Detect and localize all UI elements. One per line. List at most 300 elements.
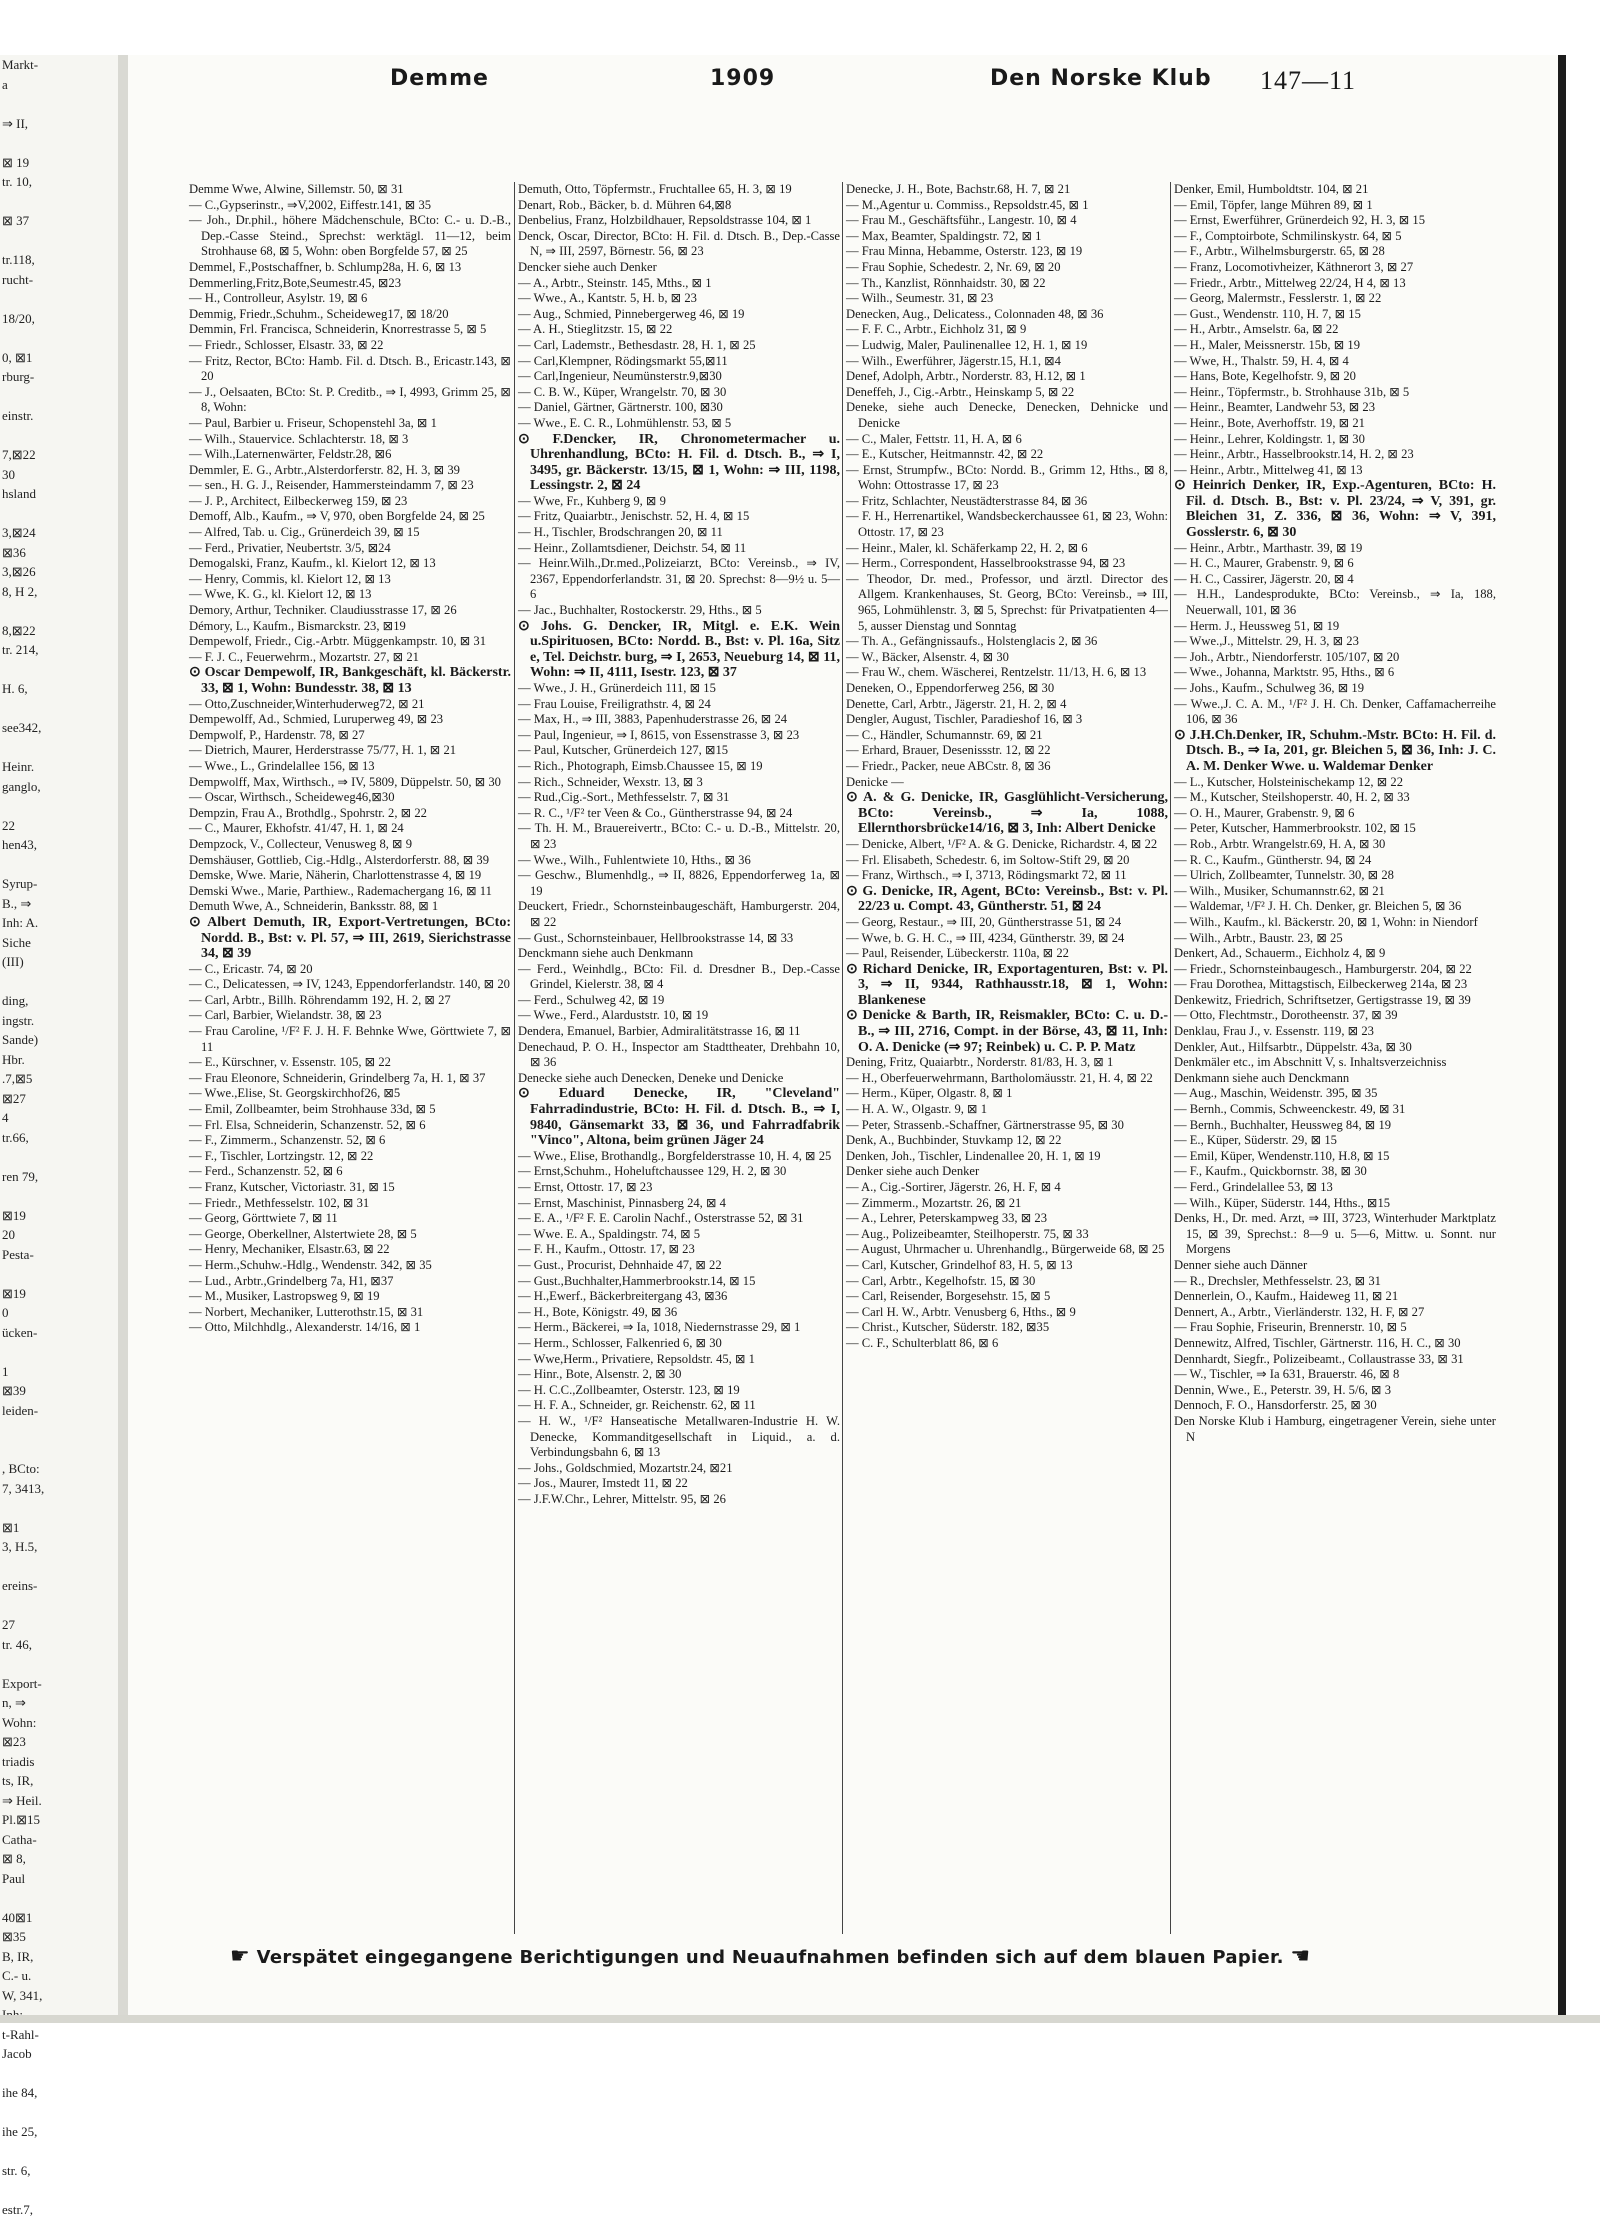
directory-entry: — Carl,Ingenieur, Neumünsterstr.9,⊠30: [518, 369, 722, 384]
directory-entry: Denechaud, P. O. H., Inspector am Stadttheater, Drehbahn 10, ⊠ 36: [518, 1039, 840, 1070]
directory-entry: — Ernst,Schuhm., Hoheluftchaussee 129, H. 2, ⊠ 30: [518, 1164, 787, 1179]
edge-text-line: ganglo,: [2, 778, 41, 794]
directory-entry: — Henry, Mechaniker, Elsastr.63, ⊠ 22: [189, 1242, 390, 1257]
directory-entry: — Friedr., Packer, neue ABCstr. 8, ⊠ 36: [846, 758, 1051, 773]
directory-entry: — Frau Louise, Freiligrathstr. 4, ⊠ 24: [518, 696, 711, 711]
directory-entry: ⊙ Albert Demuth, IR, Export-Vertretungen, BCto: Nordd. B., Bst: v. Pl. 57, ⇒ III, 2619, Sierichstrasse 34, ⊠ 39: [189, 914, 511, 962]
edge-text-line: [0, 1557, 118, 1577]
edge-text-line: [0, 1440, 118, 1460]
directory-entry: Denk, A., Buchbinder, Stuvkamp 12, ⊠ 22: [846, 1133, 1062, 1148]
directory-entry: — H.,Ewerf., Bäckerbreitergang 43, ⊠36: [518, 1289, 728, 1304]
directory-entry: Dennewitz, Alfred, Tischler, Gärtnerstr. 116, H. C., ⊠ 30: [1174, 1335, 1461, 1350]
edge-text-line: (III): [2, 954, 24, 969]
edge-text-line: H. 6,: [2, 681, 28, 696]
directory-entry: — Heinr., Beamter, Landwehr 53, ⊠ 23: [1174, 400, 1376, 415]
directory-entry: — Lud., Arbtr.,Grindelberg 7a, H1, ⊠37: [189, 1273, 394, 1288]
directory-entry: Denken, Joh., Tischler, Lindenallee 20, H. 1, ⊠ 19: [846, 1148, 1101, 1163]
edge-text-line: Siche: [2, 934, 31, 950]
directory-entry: ⊙ A. & G. Denicke, IR, Gasglühlicht-Versicherung, BCto: Vereinsb., ⇒ Ia, 1088, Ellernthorsbrücke14/16, ⊠ 3, Inh: Albert Denicke: [846, 790, 1168, 837]
directory-entry: — Franz, Wirthsch., ⇒ I, 3713, Rödingsmarkt 72, ⊠ 11: [846, 868, 1127, 883]
directory-entry: Dempewolf, Friedr., Cig.-Arbtr. Müggenkampstr. 10, ⊠ 31: [189, 634, 487, 649]
edge-text-line: [0, 855, 118, 875]
directory-entry: — R. C., Kaufm., Güntherstr. 94, ⊠ 24: [1174, 852, 1372, 867]
directory-entry: Demski Wwe., Marie, Parthiew., Rademachergang 16, ⊠ 11: [189, 883, 492, 898]
edge-text-line: Inh: A.: [2, 915, 39, 930]
directory-entry: ⊙ Eduard Denecke, IR, "Cleveland" Fahrradindustrie, BCto: H. Fil. d. Dtsch. B., ⇒ I, 9840, Gänsemarkt 33, ⊠ 36, und Fahrradfabrik "Vinco", Altona, beim grünen Jäger 24: [518, 1086, 840, 1149]
directory-entry: Demogalski, Franz, Kaufm., kl. Kielort 12, ⊠ 13: [189, 556, 436, 571]
directory-entry: — Max, H., ⇒ III, 3883, Papenhuderstrasse 26, ⊠ 24: [518, 712, 788, 727]
directory-entry: — Th., Kanzlist, Rönnhaidstr. 30, ⊠ 22: [846, 275, 1046, 290]
directory-entry: — Carl, Barbier, Wielandstr. 38, ⊠ 23: [189, 1008, 382, 1023]
directory-entry: ⊙ G. Denicke, IR, Agent, BCto: Vereinsb., Bst: v. Pl. 22/23 u. Compt. 43, Güntherstr. 51, ⊠ 24: [846, 883, 1168, 915]
edge-text-line: [0, 601, 118, 621]
directory-entry: — E., Kutscher, Heitmannstr. 42, ⊠ 22: [846, 447, 1044, 462]
edge-text-line: [0, 660, 118, 680]
directory-entry: — Frl. Elisabeth, Schedestr. 6, im Soltow-Stift 29, ⊠ 20: [846, 852, 1130, 867]
edge-text-line: [0, 387, 118, 407]
directory-entry: — Georg, Görttwiete 7, ⊠ 11: [189, 1211, 338, 1226]
edge-text-line: ⊠36: [2, 544, 26, 560]
directory-entry: — sen., H. G. J., Reisender, Hammersteindamm 7, ⊠ 23: [189, 478, 474, 493]
directory-entry: — F. H., Herrenartikel, Wandsbeckerchaussee 61, ⊠ 23, Wohn: Ottostr. 17, ⊠ 23: [846, 509, 1168, 540]
edge-text-line: leiden-: [2, 1402, 39, 1418]
edge-text-line: [0, 972, 118, 992]
directory-entry: — Fritz, Schlachter, Neustädterstrasse 84, ⊠ 36: [846, 493, 1088, 508]
directory-entry: — Herm., Correspondent, Hasselbrookstrasse 94, ⊠ 23: [846, 556, 1126, 571]
previous-page-edge: [0, 55, 121, 2217]
directory-entry: — Paul, Barbier u. Friseur, Schopenstehl 3a, ⊠ 1: [189, 415, 437, 430]
directory-entry: Denicke —: [846, 774, 904, 789]
directory-entry: — Th. A., Gefängnissaufs., Holstenglacis 2, ⊠ 36: [846, 634, 1098, 649]
edge-text-line: [0, 2142, 118, 2162]
directory-entry: Deneffeh, J., Cig.-Arbtr., Heinskamp 5, ⊠ 22: [846, 384, 1075, 399]
directory-entry: — Ernst, Ottostr. 17, ⊠ 23: [518, 1180, 653, 1194]
page-bottom-edge: [0, 2015, 1600, 2023]
footer-text: Verspätet eingegangene Berichtigungen und Neuaufnahmen befinden sich auf dem blauen Papier.: [256, 1947, 1284, 1968]
edge-text-line: ereins-: [2, 1578, 38, 1593]
directory-entry: — Joh., Arbtr., Niendorferstr. 105/107, ⊠ 20: [1174, 649, 1400, 664]
directory-entry: Dempewolff, Ad., Schmied, Luruperweg 49, ⊠ 23: [189, 712, 444, 727]
directory-entry: — Carl,Klempner, Rödingsmarkt 55,⊠11: [518, 353, 728, 368]
directory-entry: Denker siehe auch Denker: [846, 1164, 980, 1179]
edge-text-line: Paul: [2, 1870, 26, 1886]
edge-text-line: Pl.⊠15: [2, 1812, 40, 1827]
directory-entry: — Heinr., Töpfermstr., b. Strohhause 31b, ⊠ 5: [1174, 384, 1410, 399]
directory-entry: — Johs., Goldschmied, Mozartstr.24, ⊠21: [518, 1460, 733, 1475]
directory-entry: Deneke, siehe auch Denecke, Denecken, Dehnicke und Denicke: [846, 400, 1168, 430]
directory-entry: — Otto, Milchhdlg., Alexanderstr. 14/16, ⊠ 1: [189, 1320, 421, 1335]
pointing-hand-left-icon: ☛: [230, 1944, 251, 1969]
edge-text-line: [0, 796, 118, 816]
directory-entry: — Ferd., Schulweg 42, ⊠ 19: [518, 992, 665, 1007]
directory-entry: — Norbert, Mechaniker, Lutterothstr.15, ⊠ 31: [189, 1304, 424, 1319]
directory-entry: — Ferd., Weinhdlg., BCto: Fil. d. Dresdner B., Dep.-Casse Grindel, Kielerstr. 38, ⊠ 4: [518, 961, 840, 992]
directory-entry: Dempzin, Frau A., Brothdlg., Spohrstr. 2, ⊠ 22: [189, 805, 427, 820]
directory-entry: — Aug., Schmied, Pinnebergerweg 46, ⊠ 19: [518, 306, 745, 321]
edge-text-line: [0, 2181, 118, 2201]
directory-entry: — Frl. Elsa, Schneiderin, Schanzenstr. 52, ⊠ 6: [189, 1117, 426, 1132]
directory-entry: — Heinr., Bote, Averhoffstr. 19, ⊠ 21: [1174, 415, 1365, 430]
directory-entry: — Wilh., Musiker, Schumannstr.62, ⊠ 21: [1174, 883, 1385, 898]
directory-entry: Dendera, Emanuel, Barbier, Admiralitätstrasse 16, ⊠ 11: [518, 1024, 801, 1039]
directory-entry: — Wwe., L., Grindelallee 156, ⊠ 13: [189, 758, 375, 773]
directory-entry: — Fritz, Quaiarbtr., Jenischstr. 52, H. 4, ⊠ 15: [518, 509, 750, 524]
edge-text-line: ihe 25,: [2, 2124, 38, 2139]
directory-entry: Denkmann siehe auch Denckmann: [1174, 1070, 1350, 1085]
directory-entry: — H. C., Maurer, Grabenstr. 9, ⊠ 6: [1174, 556, 1354, 571]
directory-entry: Dencker siehe auch Denker: [518, 259, 657, 274]
edge-text-line: [0, 504, 118, 524]
directory-entry: — Daniel, Gärtner, Gärtnerstr. 100, ⊠30: [518, 400, 723, 415]
directory-entry: — Paul, Kutscher, Grünerdeich 127, ⊠15: [518, 743, 729, 758]
directory-entry: — Gust.,Buchhalter,Hammerbrookstr.14, ⊠ 15: [518, 1273, 756, 1288]
directory-entry: — M.,Agentur u. Commiss., Repsoldstr.45, ⊠ 1: [846, 197, 1089, 212]
edge-text-line: ihe 84,: [2, 2085, 38, 2100]
directory-entry: — J., Oelsaaten, BCto: St. P. Creditb., ⇒ I, 4993, Grimm 25, ⊠ 8, Wohn:: [189, 384, 511, 415]
edge-text-line: W, 341,: [2, 1987, 43, 2003]
directory-entry: — Rich., Schneider, Wexstr. 13, ⊠ 3: [518, 774, 703, 789]
directory-entry: — Ferd., Schanzenstr. 52, ⊠ 6: [189, 1164, 343, 1179]
directory-entry: — A., Arbtr., Steinstr. 145, Mths., ⊠ 1: [518, 275, 712, 290]
directory-entry: — Heinr., Arbtr., Hasselbrookstr.14, H. 2, ⊠ 23: [1174, 447, 1414, 462]
directory-entry: — E., Küper, Süderstr. 29, ⊠ 15: [1174, 1133, 1337, 1148]
directory-entry: Denecke, J. H., Bote, Bachstr.68, H. 7, ⊠ 21: [846, 182, 1071, 196]
directory-entry: Denbelius, Franz, Holzbildhauer, Repsoldstrasse 104, ⊠ 1: [518, 213, 812, 228]
directory-entry: Dening, Fritz, Quaiarbtr., Norderstr. 81/83, H. 3, ⊠ 1: [846, 1055, 1114, 1070]
edge-text-line: [0, 738, 118, 758]
directory-entry: — Jos., Maurer, Imstedt 11, ⊠ 22: [518, 1476, 688, 1491]
edge-text-line: 0, ⊠1: [2, 349, 33, 365]
column-3: [842, 182, 1168, 1934]
directory-entry: — Heinr., Arbtr., Marthastr. 39, ⊠ 19: [1174, 540, 1363, 555]
directory-entry: — Rich., Photograph, Eimsb.Chaussee 15, ⊠ 19: [518, 758, 763, 773]
edge-text-line: einstr.: [2, 408, 34, 423]
edge-text-line: tr.118,: [2, 252, 35, 267]
edge-text-line: 3,⊠26: [2, 564, 36, 579]
directory-entry: — Heinr., Zollamtsdiener, Deichstr. 54, ⊠ 11: [518, 540, 747, 555]
edge-text-line: [0, 231, 118, 251]
directory-entry: Demmig, Friedr.,Schuhm., Scheideweg17, ⊠ 18/20: [189, 306, 449, 321]
directory-entry: Demmler, E. G., Arbtr.,Alsterdorferstr. 82, H. 3, ⊠ 39: [189, 462, 460, 477]
edge-text-line: 4: [2, 1110, 9, 1125]
directory-entry: Denck, Oscar, Director, BCto: H. Fil. d. Dtsch. B., Dep.-Casse N, ⇒ III, 2597, Börnestr. 56, ⊠ 23: [518, 228, 840, 259]
directory-entry: — M., Musiker, Lastropsweg 9, ⊠ 19: [189, 1289, 380, 1304]
directory-entry: ⊙ Richard Denicke, IR, Exportagenturen, Bst: v. Pl. 3, ⇒ II, 9344, Rathhausstr.18, ⊠ 1, Wohn: Blankenese: [846, 961, 1168, 1008]
edge-text-line: a: [2, 76, 8, 92]
directory-entry: — W., Tischler, ⇒ Ia 631, Brauerstr. 46, ⊠ 8: [1174, 1367, 1400, 1382]
edge-text-line: hen43,: [2, 837, 38, 852]
directory-entry: Denkewitz, Friedrich, Schriftsetzer, Gertigstrasse 19, ⊠ 39: [1174, 992, 1471, 1007]
edge-text-line: n, ⇒: [2, 1695, 26, 1710]
directory-entry: — Ludwig, Maler, Paulinenallee 12, H. 1, ⊠ 19: [846, 337, 1088, 352]
directory-entry: — Carl, Arbtr., Kegelhofstr. 15, ⊠ 30: [846, 1273, 1036, 1288]
directory-entry: — Oscar, Wirthsch., Scheideweg46,⊠30: [189, 790, 395, 805]
directory-entry: — Gust., Procurist, Dehnhaide 47, ⊠ 22: [518, 1257, 722, 1272]
edge-text-line: ⊠19: [2, 1207, 26, 1223]
directory-entry: — Franz, Locomotivheizer, Käthnerort 3, ⊠ 27: [1174, 259, 1414, 274]
edge-text-line: Sande): [2, 1032, 39, 1047]
edge-text-line: [0, 1420, 118, 1440]
directory-entry: Denkler, Aut., Hilfsarbtr., Düppelstr. 43a, ⊠ 30: [1174, 1039, 1412, 1054]
directory-entry: Demuth, Otto, Töpfermstr., Fruchtallee 65, H. 3, ⊠ 19: [518, 182, 792, 196]
edge-text-line: rucht-: [2, 271, 34, 287]
directory-entry: — Geschw., Blumenhdlg., ⇒ II, 8826, Eppendorferweg 1a, ⊠ 19: [518, 868, 840, 898]
directory-entry: — August, Uhrmacher u. Uhrenhandlg., Bürgerweide 68, ⊠ 25: [846, 1242, 1165, 1257]
directory-entry: Deuckert, Friedr., Schornsteinbaugeschäft, Hamburgerstr. 204, ⊠ 22: [518, 899, 840, 929]
edge-text-line: [0, 328, 118, 348]
directory-entry: — Carl, Arbtr., Billh. Röhrendamm 192, H. 2, ⊠ 27: [189, 992, 451, 1007]
directory-entry: — Bernh., Commis, Schweenckestr. 49, ⊠ 31: [1174, 1102, 1406, 1117]
directory-entry: — H., Controlleur, Asylstr. 19, ⊠ 6: [189, 291, 368, 306]
directory-entry: Demory, Arthur, Techniker. Claudiusstrasse 17, ⊠ 26: [189, 603, 457, 618]
directory-entry: Dennhardt, Siegfr., Polizeibeamt., Collaustrasse 33, ⊠ 31: [1174, 1351, 1464, 1366]
directory-entry: — Carl, Lademstr., Bethesdastr. 28, H. 1, ⊠ 25: [518, 337, 756, 352]
directory-entry: — F., Tischler, Lortzingstr. 12, ⊠ 22: [189, 1148, 374, 1163]
edge-text-line: 18/20,: [2, 310, 35, 326]
directory-entry: — F. F. C., Arbtr., Eichholz 31, ⊠ 9: [846, 322, 1027, 337]
edge-text-line: 7,⊠22: [2, 447, 36, 462]
header-year: 1909: [710, 66, 776, 91]
directory-entry: Dennert, A., Arbtr., Vierländerstr. 132, H. F, ⊠ 27: [1174, 1304, 1425, 1319]
directory-entry: — Hans, Bote, Kegelhofstr. 9, ⊠ 20: [1174, 369, 1356, 384]
column-2: [514, 182, 840, 1934]
directory-entry: Denker, Emil, Humboldtstr. 104, ⊠ 21: [1174, 182, 1369, 196]
directory-entry: — Peter, Strassenb.-Schaffner, Gärtnerstrasse 95, ⊠ 30: [846, 1117, 1124, 1132]
directory-entry: — W., Bäcker, Alsenstr. 4, ⊠ 30: [846, 649, 1009, 664]
directory-entry: Dennerlein, O., Kaufm., Haideweg 11, ⊠ 21: [1174, 1289, 1399, 1304]
directory-entry: — Rob., Arbtr. Wrangelstr.69, H. A, ⊠ 30: [1174, 836, 1386, 851]
directory-entry: — F. H., Kaufm., Ottostr. 17, ⊠ 23: [518, 1242, 695, 1257]
directory-entry: — Herm., Schlosser, Falkenried 6, ⊠ 30: [518, 1335, 722, 1350]
directory-entry: — Wwe, b. G. H. C., ⇒ III, 4234, Güntherstr. 39, ⊠ 24: [846, 930, 1125, 945]
directory-entry: Denks, H., Dr. med. Arzt, ⇒ III, 3723, Winterhuder Marktplatz 15, ⊠ 39, Sprechst.: 8—9 u. 5—6, Mittw. u. Sonnt. nur Morgens: [1174, 1211, 1496, 1257]
edge-text-line: .7,⊠5: [2, 1071, 33, 1086]
edge-text-line: rburg-: [2, 369, 35, 384]
directory-entry: Denkmäler etc., im Abschnitt V, s. Inhaltsverzeichniss: [1174, 1055, 1447, 1070]
directory-entry: — R., Drechsler, Methfesselstr. 23, ⊠ 31: [1174, 1273, 1381, 1288]
directory-entry: — Wilh., Stauervice. Schlachterstr. 18, ⊠ 3: [189, 431, 409, 446]
edge-text-line: [0, 133, 118, 153]
edge-text-line: 27: [2, 1617, 15, 1632]
directory-entry: — Georg, Malermstr., Fesslerstr. 1, ⊠ 22: [1174, 291, 1382, 306]
directory-entry: — George, Oberkellner, Alstertwiete 28, ⊠ 5: [189, 1226, 417, 1241]
directory-entry: — Friedr., Methfesselstr. 102, ⊠ 31: [189, 1195, 370, 1210]
directory-entry: — C. F., Schulterblatt 86, ⊠ 6: [846, 1335, 999, 1350]
directory-entry: — Wwe., E. C. R., Lohmühlenstr. 53, ⊠ 5: [518, 415, 732, 430]
edge-text-line: str. 6,: [2, 2163, 31, 2178]
directory-entry: Demme Wwe, Alwine, Sillemstr. 50, ⊠ 31: [189, 182, 404, 196]
directory-entry: ⊙ J.H.Ch.Denker, IR, Schuhm.-Mstr. BCto: H. Fil. d. Dtsch. B., ⇒ Ia, 201, gr. Bleichen 5, ⊠ 36, Inh: J. C. A. M. Denker Wwe. u. Waldemar Denker: [1174, 727, 1496, 774]
edge-text-line: 3,⊠24: [2, 525, 36, 540]
edge-text-line: triadis: [2, 1753, 35, 1769]
directory-entry: — Wwe.,Elise, St. Georgskirchhof26, ⊠5: [189, 1086, 401, 1101]
edge-text-line: [0, 1342, 118, 1362]
directory-entry: — Wilh., Küper, Süderstr. 144, Hths., ⊠15: [1174, 1195, 1391, 1210]
directory-entry: — Friedr., Schlosser, Elsastr. 33, ⊠ 22: [189, 337, 384, 352]
directory-entry: — H. A. W., Olgastr. 9, ⊠ 1: [846, 1102, 988, 1117]
directory-entry: — Herm. J., Heussweg 51, ⊠ 19: [1174, 618, 1340, 633]
directory-entry: — C.,Gypserinstr., ⇒V,2002, Eiffestr.141, ⊠ 35: [189, 197, 432, 212]
edge-text-line: ücken-: [2, 1324, 38, 1340]
directory-entry: — Fritz, Rector, BCto: Hamb. Fil. d. Dtsch. B., Ericastr.143, ⊠ 20: [189, 353, 511, 384]
edge-text-line: Wohn:: [2, 1714, 37, 1730]
directory-entry: — C., Händler, Schumannstr. 69, ⊠ 21: [846, 727, 1043, 742]
directory-entry: — Herm., Küper, Olgastr. 8, ⊠ 1: [846, 1086, 1013, 1101]
edge-text-line: tr.66,: [2, 1129, 29, 1145]
directory-entry: — Hinr., Bote, Alsenstr. 2, ⊠ 30: [518, 1367, 682, 1382]
page-header: [60, 66, 1420, 106]
edge-text-line: C.- u.: [2, 1968, 32, 1983]
directory-entry: Demske, Wwe. Marie, Näherin, Charlottenstrasse 4, ⊠ 19: [189, 868, 482, 883]
directory-entry: — Wwe., Ferd., Alarduststr. 10, ⊠ 19: [518, 1008, 709, 1023]
edge-text-line: Export-: [2, 1675, 42, 1691]
directory-entry: — Bernh., Buchhalter, Heussweg 84, ⊠ 19: [1174, 1117, 1392, 1132]
edge-text-line: ⊠27: [2, 1090, 26, 1106]
edge-text-line: t-Rahl-: [2, 2026, 39, 2042]
directory-entry: — Heinr., Arbtr., Mittelweg 41, ⊠ 13: [1174, 462, 1363, 477]
directory-entry: — Carl, Kutscher, Grindelhof 83, H. 5, ⊠ 13: [846, 1257, 1073, 1272]
edge-text-line: [0, 699, 118, 719]
edge-text-line: ⊠ 8,: [2, 1851, 26, 1866]
edge-text-line: tr. 214,: [2, 642, 39, 657]
edge-text-line: 0: [2, 1305, 9, 1320]
directory-entry: ⊙ Oscar Dempewolf, IR, Bankgeschäft, kl. Bäckerstr. 33, ⊠ 1, Wohn: Bundesstr. 38, ⊠ 13: [189, 665, 511, 696]
edge-text-line: 20: [2, 1227, 15, 1242]
edge-text-line: Jacob: [2, 2046, 32, 2061]
directory-entry: — Wwe. E. A., Spaldingstr. 74, ⊠ 5: [518, 1226, 701, 1241]
edge-text-line: ts, IR,: [2, 1773, 34, 1788]
directory-entry: — H. W., ¹/F² Hanseatische Metallwaren-Industrie H. W. Denecke, Kommanditgesellschaft in Liquid., a. d. Verbindungsbahn 6, ⊠ 13: [518, 1413, 840, 1460]
directory-entry: — Frau Sophie, Schedestr. 2, Nr. 69, ⊠ 20: [846, 259, 1061, 274]
directory-entry: — M., Kutscher, Steilshoperstr. 40, H. 2, ⊠ 33: [1174, 790, 1410, 805]
column-1: [186, 182, 511, 1934]
edge-text-line: ⇒ II,: [2, 115, 29, 131]
directory-entry: — Friedr., Arbtr., Mittelweg 22/24, H 4, ⊠ 13: [1174, 275, 1406, 290]
directory-entry: — H., Oberfeuerwehrmann, Bartholomäusstr. 21, H. 4, ⊠ 22: [846, 1070, 1153, 1085]
directory-entry: Denner siehe auch Dänner: [1174, 1257, 1308, 1272]
edge-text-line: 22: [2, 817, 15, 833]
edge-text-line: [0, 289, 118, 309]
directory-entry: — Denicke, Albert, ¹/F² A. & G. Denicke, Richardstr. 4, ⊠ 22: [846, 836, 1158, 851]
directory-entry: Denkert, Ad., Schauerm., Eichholz 4, ⊠ 9: [1174, 946, 1386, 961]
directory-entry: Denef, Adolph, Arbtr., Norderstr. 83, H.12, ⊠ 1: [846, 369, 1086, 384]
directory-entry: — H., Tischler, Brodschrangen 20, ⊠ 11: [518, 525, 723, 540]
directory-entry: Denecke siehe auch Denecken, Deneke und Denicke: [518, 1070, 784, 1085]
directory-entry: — Heinr.Wilh.,Dr.med.,Polizeiarzt, BCto: Vereinsb., ⇒ IV, 2367, Eppendorferlandstr. 31, ⊠ 20. Sprechst: 8—9½ u. 5—6: [518, 556, 840, 602]
directory-columns: [186, 182, 1536, 1934]
directory-entry: ⊙ F.Dencker, IR, Chronometermacher u. Uhrenhandlung, BCto: H. Fil. d. Dtsch. B., ⇒ I, 3495, gr. Bäckerstr. 13/15, ⊠ 1, Wohn: ⇒ III, 1198, Lessingstr. 2, ⊠ 24: [518, 431, 840, 494]
header-last-name: Den Norske Klub: [990, 66, 1212, 91]
directory-entry: — Carl, Reisender, Borgesehstr. 15, ⊠ 5: [846, 1289, 1051, 1304]
directory-entry: Deneken, O., Eppendorferweg 256, ⊠ 30: [846, 681, 1055, 695]
directory-entry: — C., Maler, Fettstr. 11, H. A, ⊠ 6: [846, 431, 1022, 446]
edge-text-line: 3, H.5,: [2, 1539, 38, 1554]
directory-entry: — Heinr., Maler, kl. Schäferkamp 22, H. 2, ⊠ 6: [846, 540, 1088, 555]
edge-text-line: hsland: [2, 486, 36, 501]
edge-text-line: Heinr.: [2, 759, 35, 774]
directory-entry: — Gust., Schornsteinbauer, Hellbrookstrasse 14, ⊠ 33: [518, 930, 794, 945]
directory-entry: — Christ., Kutscher, Süderstr. 182, ⊠35: [846, 1320, 1050, 1335]
edge-text-line: ⊠ 37: [2, 213, 30, 228]
directory-entry: — Frau Dorothea, Mittagstisch, Eilbeckerweg 214a, ⊠ 23: [1174, 977, 1468, 992]
edge-text-line: [0, 1596, 118, 1616]
directory-entry: — Heinr., Lehrer, Koldingstr. 1, ⊠ 30: [1174, 431, 1365, 446]
edge-text-line: ⊠ 19: [2, 154, 30, 170]
directory-entry: — Th. H. M., Brauereivertr., BCto: C.- u. D.-B., Mittelstr. 20, ⊠ 23: [518, 821, 840, 851]
directory-entry: Denckmann siehe auch Denkmann: [518, 946, 694, 961]
directory-entry: Denette, Carl, Arbtr., Jägerstr. 21, H. 2, ⊠ 4: [846, 696, 1067, 711]
directory-entry: — L., Kutscher, Holsteinischekamp 12, ⊠ 22: [1174, 774, 1403, 789]
edge-text-line: [0, 426, 118, 446]
directory-entry: Dempzock, V., Collecteur, Venusweg 8, ⊠ 9: [189, 836, 413, 851]
edge-text-line: 30: [2, 466, 15, 482]
directory-entry: — Aug., Maschin, Weidenstr. 395, ⊠ 35: [1174, 1086, 1378, 1101]
column-4: [1170, 182, 1496, 1934]
edge-text-line: B., ⇒: [2, 895, 32, 911]
directory-entry: Denecken, Aug., Delicatess., Colonnaden 48, ⊠ 36: [846, 306, 1104, 321]
directory-entry: — Peter, Kutscher, Hammerbrookstr. 102, ⊠ 15: [1174, 821, 1416, 836]
edge-text-line: [0, 2064, 118, 2084]
directory-entry: — Wwe., J. H., Grünerdeich 111, ⊠ 15: [518, 681, 716, 695]
directory-entry: — Wwe.,J. C. A. M., ¹/F² J. H. Ch. Denker, Caffamacherreihe 106, ⊠ 36: [1174, 696, 1496, 727]
directory-entry: — Georg, Restaur., ⇒ III, 20, Güntherstrasse 51, ⊠ 24: [846, 914, 1122, 929]
directory-entry: — A., Cig.-Sortirer, Jägerstr. 26, H. F, ⊠ 4: [846, 1180, 1061, 1194]
directory-entry: — Gust., Wendenstr. 110, H. 7, ⊠ 15: [1174, 306, 1361, 321]
edge-text-line: ⊠1: [2, 1519, 20, 1535]
edge-text-line: [0, 1654, 118, 1674]
edge-text-line: 8,⊠22: [2, 622, 36, 638]
directory-entry: — Dietrich, Maurer, Herderstrasse 75/77, H. 1, ⊠ 21: [189, 743, 457, 758]
directory-entry: — Jac., Buchhalter, Rostockerstr. 29, Hths., ⊠ 5: [518, 603, 762, 618]
directory-entry: Den Norske Klub i Hamburg, eingetragener Verein, siehe unter N: [1174, 1413, 1496, 1444]
directory-entry: — Ulrich, Zollbeamter, Tunnelstr. 30, ⊠ 28: [1174, 868, 1394, 883]
edge-text-line: Pesta-: [2, 1246, 34, 1262]
book-gutter: [118, 55, 128, 2015]
directory-entry: Dempwolff, Max, Wirthsch., ⇒ IV, 5809, Düppelstr. 50, ⊠ 30: [189, 774, 501, 789]
directory-entry: ⊙ Heinrich Denker, IR, Exp.-Agenturen, BCto: H. Fil. d. Dtsch. B., Bst: v. Pl. 23/24, ⇒ V, 391, gr. Bleichen 31, Z. 336, ⊠ 36, Wohn: ⇒ V, 391, Gosslerstr. 6, ⊠ 30: [1174, 478, 1496, 541]
directory-entry: — Johs., Kaufm., Schulweg 36, ⊠ 19: [1174, 681, 1365, 695]
directory-entry: Dengler, August, Tischler, Paradieshof 16, ⊠ 3: [846, 712, 1083, 727]
directory-entry: Dennoch, F. O., Hansdorferstr. 25, ⊠ 30: [1174, 1398, 1377, 1413]
page-number: 147—11: [1260, 66, 1357, 95]
edge-text-line: see342,: [2, 720, 42, 735]
edge-text-line: ding,: [2, 993, 29, 1008]
edge-text-line: estr.7,: [2, 2202, 34, 2217]
directory-entry: — Henry, Commis, kl. Kielort 12, ⊠ 13: [189, 571, 391, 586]
edge-text-line: ⊠39: [2, 1383, 26, 1398]
directory-entry: Denart, Rob., Bäcker, b. d. Mühren 64,⊠8: [518, 197, 732, 212]
directory-entry: Démory, L., Kaufm., Bismarckstr. 23, ⊠19: [189, 618, 406, 633]
directory-entry: — Otto,Zuschneider,Winterhuderweg72, ⊠ 21: [189, 696, 425, 711]
directory-entry: — H., Bote, Königstr. 49, ⊠ 36: [518, 1304, 678, 1319]
directory-entry: Demmel, F.,Postschaffner, b. Schlump28a, H. 6, ⊠ 13: [189, 259, 462, 274]
directory-entry: Demmin, Frl. Francisca, Schneiderin, Knorrestrasse 5, ⊠ 5: [189, 322, 487, 337]
directory-entry: — Wwe., A., Kantstr. 5, H. b, ⊠ 23: [518, 291, 697, 306]
directory-entry: — H., Arbtr., Amselstr. 6a, ⊠ 22: [1174, 322, 1339, 337]
header-first-name: Demme: [390, 66, 489, 91]
directory-entry: — Wilh., Kaufm., kl. Bäckerstr. 20, ⊠ 1, Wohn: in Niendorf: [1174, 914, 1478, 929]
directory-entry: — Wwe., Wilh., Fuhlentwiete 10, Hths., ⊠ 36: [518, 852, 751, 867]
directory-entry: — Ferd., Grindelallee 53, ⊠ 13: [1174, 1180, 1333, 1194]
directory-entry: — Aug., Polizeibeamter, Steilhoperstr. 75, ⊠ 33: [846, 1226, 1089, 1241]
directory-entry: — Waldemar, ¹/F² J. H. Ch. Denker, gr. Bleichen 5, ⊠ 36: [1174, 899, 1462, 914]
directory-entry: — Frau Sophie, Friseurin, Brennerstr. 10, ⊠ 5: [1174, 1320, 1407, 1335]
directory-entry: — Rud.,Cig.-Sort., Methfesselstr. 7, ⊠ 31: [518, 790, 730, 805]
directory-entry: — O. H., Maurer, Grabenstr. 9, ⊠ 6: [1174, 805, 1355, 820]
directory-entry: — Frau Caroline, ¹/F² F. J. H. F. Behnke Wwe, Görttwiete 7, ⊠ 11: [189, 1024, 511, 1054]
directory-entry: — Zimmerm., Mozartstr. 26, ⊠ 21: [846, 1195, 1022, 1210]
edge-text-line: [0, 1888, 118, 1908]
